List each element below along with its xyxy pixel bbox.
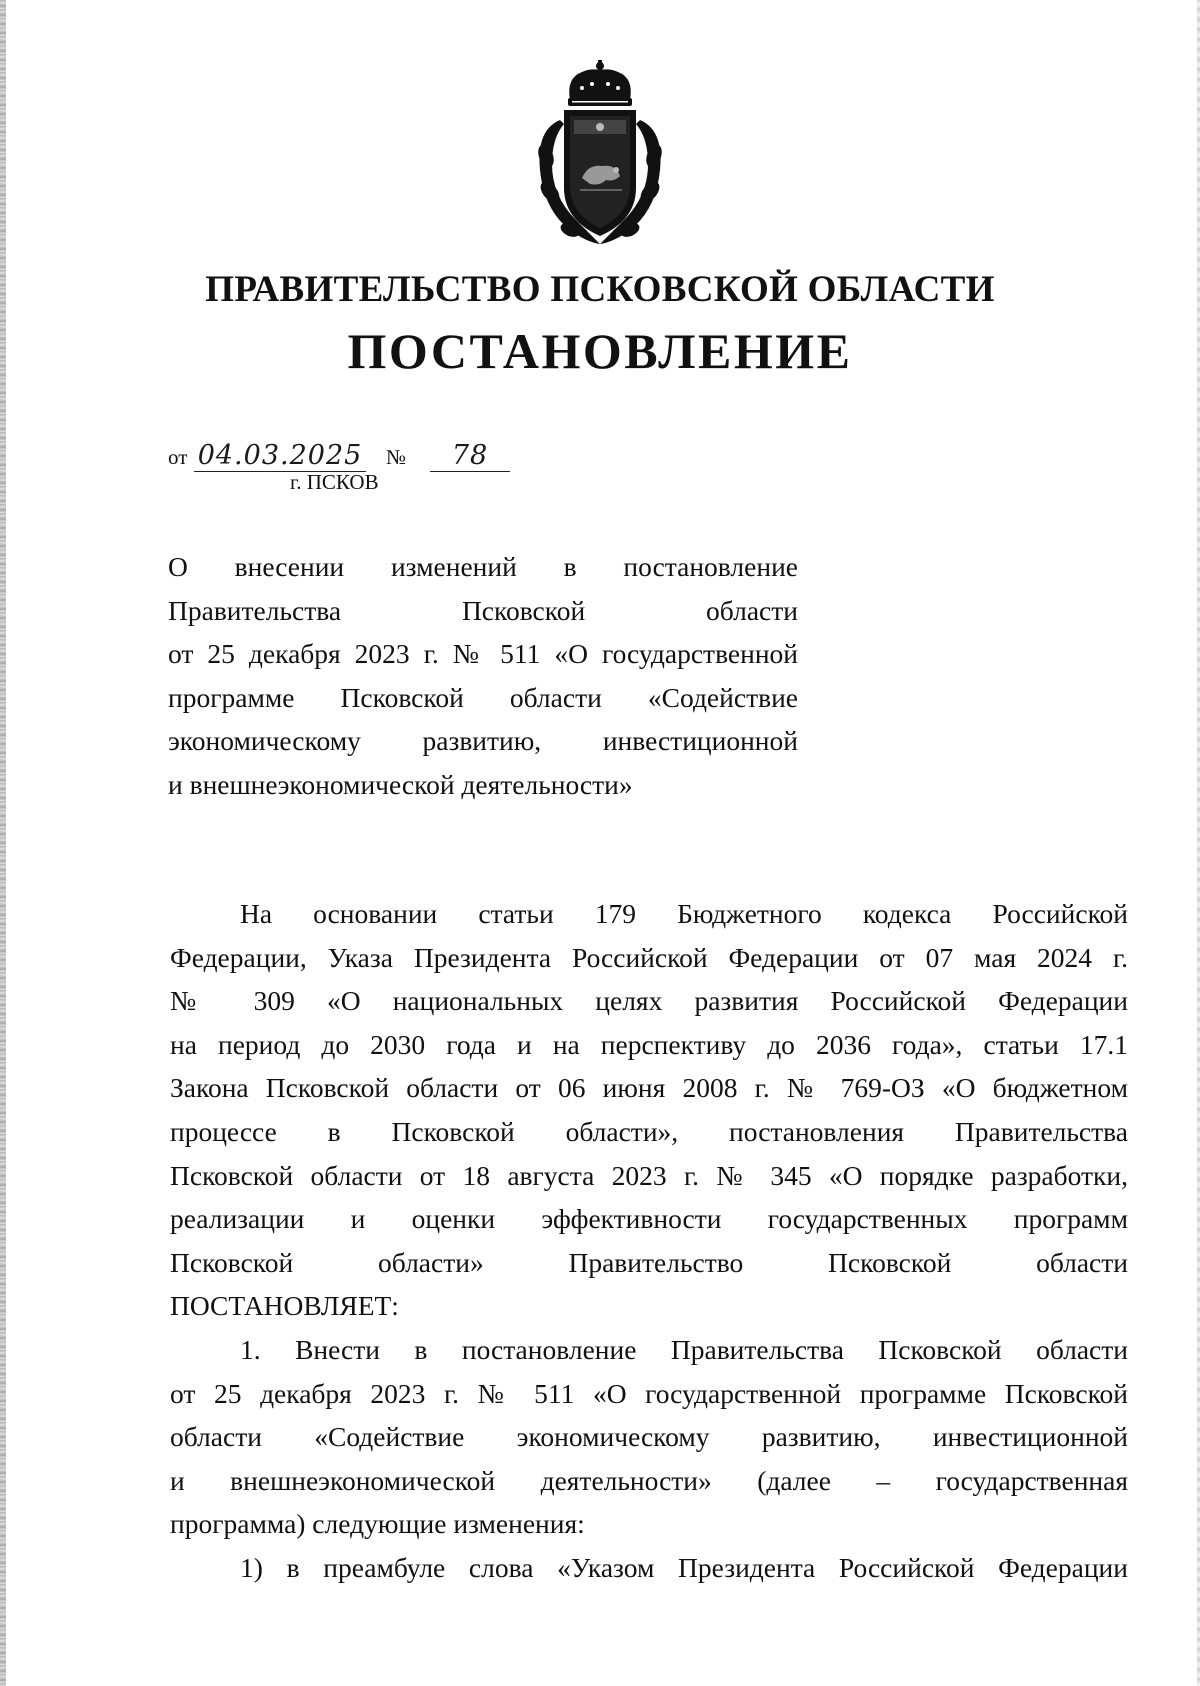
body-line: от 25 декабря 2023 г. № 511 «О государственной программе Псковской (170, 1377, 1128, 1409)
body-line: Закона Псковской области от 06 июня 2008 г. № 769-ОЗ «О бюджетном (170, 1072, 1128, 1104)
body-line: процессе в Псковской области», постановления Правительства (170, 1115, 1128, 1147)
handwritten-date: 04.03.2025 (194, 441, 366, 472)
handwritten-number: 78 (430, 441, 510, 472)
body-line: 1. Внести в постановление Правительства Псковской области (240, 1333, 1128, 1365)
registration-line (168, 438, 528, 472)
organization-title: ПРАВИТЕЛЬСТВО ПСКОВСКОЙ ОБЛАСТИ (205, 269, 995, 310)
body-line: области «Содействие экономическому развитию, инвестиционной (170, 1421, 1128, 1453)
body-line: № 309 «О национальных целях развития Российской Федерации (170, 985, 1128, 1017)
body-line: Псковской области от 18 августа 2023 г. № 345 «О порядке разработки, (170, 1159, 1128, 1191)
pskov-coat-of-arms-icon (530, 60, 670, 248)
city-label: г. ПСКОВ (290, 470, 379, 494)
body-line: На основании статьи 179 Бюджетного кодекса Российской (240, 898, 1128, 929)
subject-line: экономическому развитию, инвестиционной (168, 725, 798, 756)
body-line: и внешнеэкономической деятельности» (далее – государственная (170, 1464, 1128, 1496)
document-subject (168, 545, 798, 806)
body-line: ПОСТАНОВЛЯЕТ: (170, 1290, 399, 1322)
number-label: № (386, 445, 407, 469)
body-line: реализации и оценки эффективности государственных программ (170, 1203, 1128, 1235)
body-line: 1) в преамбуле слова «Указом Президента Российской Федерации (240, 1551, 1128, 1583)
subject-line: программе Псковской области «Содействие (168, 681, 798, 713)
body-line: программа) следующие изменения: (170, 1508, 585, 1540)
subject-line: от 25 декабря 2023 г. № 511 «О государственной (168, 638, 798, 669)
subject-line: Правительства Псковской области (168, 594, 798, 626)
document-body (170, 892, 1128, 1590)
body-line: на период до 2030 года и на перспективу до 2036 года», статьи 17.1 (170, 1028, 1128, 1060)
body-line: Федерации, Указа Президента Российской Федерации от 07 мая 2024 г. (170, 941, 1128, 973)
date-label: от (168, 445, 188, 469)
document-type-title: ПОСТАНОВЛЕНИЕ (347, 323, 853, 379)
body-line: Псковской области» Правительство Псковской области (170, 1246, 1128, 1278)
subject-line: О внесении изменений в постановление (168, 551, 798, 582)
subject-line: и внешнеэкономической деятельности» (168, 768, 633, 800)
scan-edge-left (0, 0, 6, 1686)
